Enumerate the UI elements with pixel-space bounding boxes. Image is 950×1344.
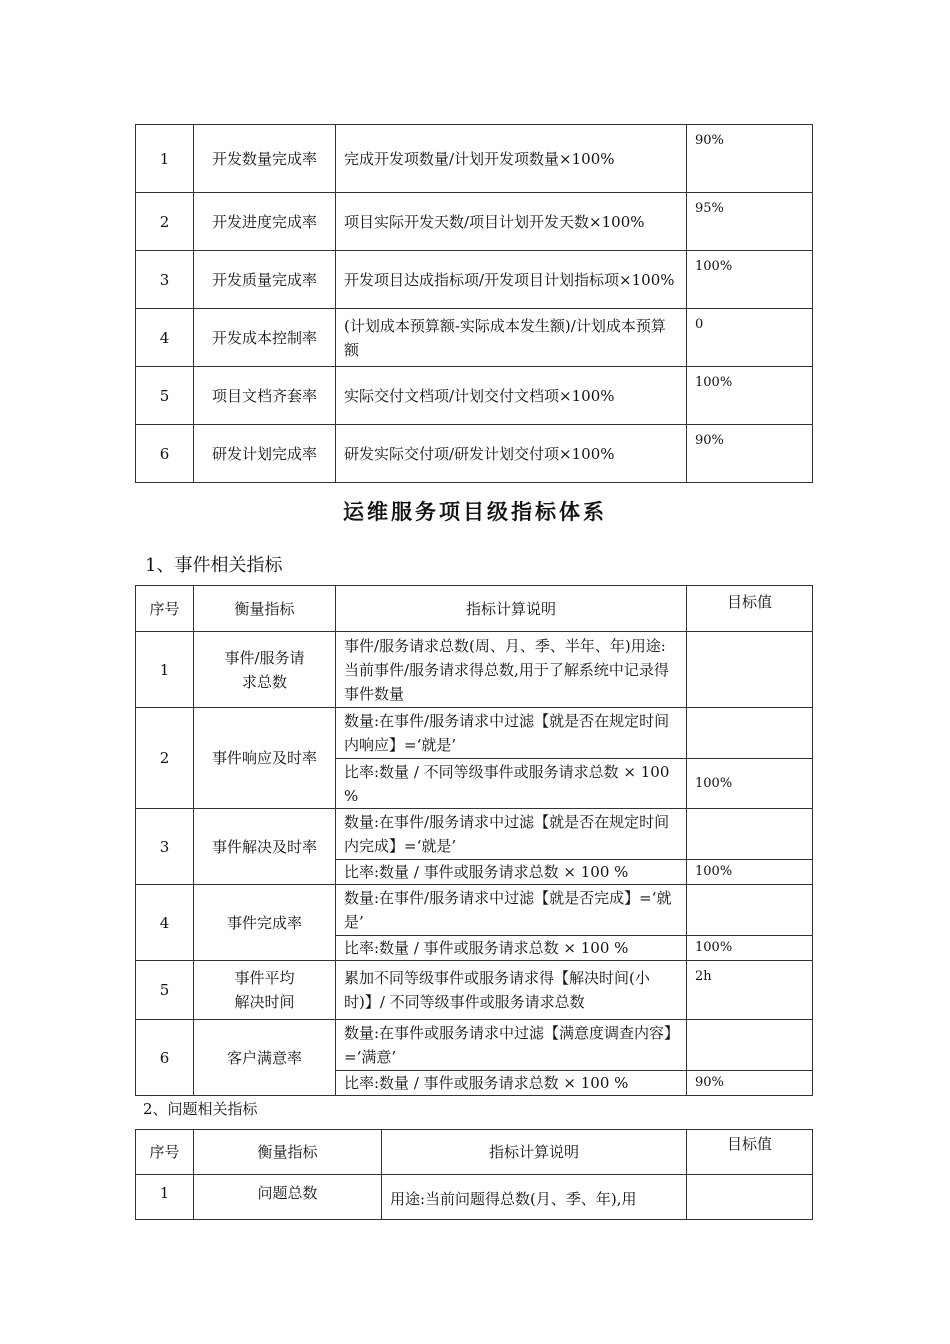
row-number: 4 (136, 309, 194, 367)
formula-text: 完成开发项数量/计划开发项数量×100% (336, 125, 687, 193)
problem-indicator-table (135, 1129, 813, 1220)
table-row (136, 885, 813, 936)
target-value: 0 (687, 309, 813, 367)
formula-text: 数量:在事件/服务请求中过滤【就是否完成】=‘就是’ (336, 885, 687, 936)
formula-text: 数量:在事件或服务请求中过滤【满意度调查内容】=‘满意’ (336, 1020, 687, 1071)
target-value: 90% (687, 125, 813, 193)
target-value: 95% (687, 193, 813, 251)
indicator-name: 开发进度完成率 (194, 193, 336, 251)
table-header-row (136, 1130, 813, 1175)
indicator-name: 开发成本控制率 (194, 309, 336, 367)
table-row (136, 309, 813, 367)
table-row (136, 125, 813, 193)
table-row (136, 367, 813, 425)
formula-text: 比率:数量 / 不同等级事件或服务请求总数 × 100 % (336, 759, 687, 809)
formula-text: 事件/服务请求总数(周、月、季、半年、年)用途:当前事件/服务请求得总数,用于了解系统中记录得事件数量 (336, 632, 687, 708)
indicator-name: 开发质量完成率 (194, 251, 336, 309)
row-number: 1 (136, 1175, 194, 1220)
table-row (136, 961, 813, 1020)
table-row (136, 1175, 813, 1220)
indicator-name: 客户满意率 (194, 1020, 336, 1096)
row-number: 6 (136, 425, 194, 483)
row-number: 1 (136, 125, 194, 193)
formula-text: 开发项目达成指标项/开发项目计划指标项×100% (336, 251, 687, 309)
target-value: 100% (687, 367, 813, 425)
table-row (136, 708, 813, 759)
event-indicator-table (135, 585, 813, 1096)
target-value: 100% (687, 759, 813, 809)
target-value (687, 1020, 813, 1071)
row-number: 3 (136, 251, 194, 309)
subsection-heading: 1、事件相关指标 (145, 555, 283, 576)
table-row (136, 193, 813, 251)
target-value (687, 632, 813, 708)
row-number: 1 (136, 632, 194, 708)
indicator-name: 事件完成率 (194, 885, 336, 961)
formula-text: 比率:数量 / 事件或服务请求总数 × 100 % (336, 936, 687, 961)
header-target: 目标值 (687, 586, 813, 632)
table-row (136, 251, 813, 309)
target-value: 2h (687, 961, 813, 1020)
subsection-heading: 2、问题相关指标 (143, 1100, 258, 1118)
target-value (687, 708, 813, 759)
target-value: 90% (687, 425, 813, 483)
row-number: 6 (136, 1020, 194, 1096)
formula-text: 累加不同等级事件或服务请求得【解决时间(小时)】/ 不同等级事件或服务请求总数 (336, 961, 687, 1020)
indicator-name: 开发数量完成率 (194, 125, 336, 193)
formula-text: 实际交付文档项/计划交付文档项×100% (336, 367, 687, 425)
formula-text: 比率:数量 / 事件或服务请求总数 × 100 % (336, 860, 687, 885)
table-row (136, 425, 813, 483)
target-value: 100% (687, 860, 813, 885)
formula-text: 研发实际交付项/研发计划交付项×100% (336, 425, 687, 483)
dev-indicator-table (135, 124, 813, 483)
formula-text: 数量:在事件/服务请求中过滤【就是否在规定时间内完成】=‘就是’ (336, 809, 687, 860)
table-row (136, 1020, 813, 1071)
table-row (136, 632, 813, 708)
target-value (687, 1175, 813, 1220)
row-number: 3 (136, 809, 194, 885)
indicator-name: 事件/服务请求总数 (194, 632, 336, 708)
row-number: 2 (136, 193, 194, 251)
formula-text: 比率:数量 / 事件或服务请求总数 × 100 % (336, 1071, 687, 1096)
indicator-name: 研发计划完成率 (194, 425, 336, 483)
row-number: 5 (136, 367, 194, 425)
formula-text: (计划成本预算额-实际成本发生额)/计划成本预算额 (336, 309, 687, 367)
target-value: 90% (687, 1071, 813, 1096)
row-number: 5 (136, 961, 194, 1020)
target-value: 100% (687, 251, 813, 309)
row-number: 4 (136, 885, 194, 961)
formula-text: 数量:在事件/服务请求中过滤【就是否在规定时间内响应】=‘就是’ (336, 708, 687, 759)
indicator-name: 事件解决及时率 (194, 809, 336, 885)
target-value (687, 885, 813, 936)
formula-text: 用途:当前问题得总数(月、季、年),用 (382, 1175, 687, 1220)
table-row (136, 809, 813, 860)
indicator-name: 事件响应及时率 (194, 708, 336, 809)
header-target: 目标值 (687, 1130, 813, 1175)
header-indicator: 衡量指标 (194, 586, 336, 632)
indicator-name: 项目文档齐套率 (194, 367, 336, 425)
header-number: 序号 (136, 1130, 194, 1175)
header-indicator: 衡量指标 (194, 1130, 382, 1175)
target-value (687, 809, 813, 860)
indicator-name: 问题总数 (194, 1175, 382, 1220)
header-formula: 指标计算说明 (382, 1130, 687, 1175)
section-heading: 运维服务项目级指标体系 (343, 499, 607, 524)
table-header-row (136, 586, 813, 632)
header-number: 序号 (136, 586, 194, 632)
header-formula: 指标计算说明 (336, 586, 687, 632)
formula-text: 项目实际开发天数/项目计划开发天数×100% (336, 193, 687, 251)
row-number: 2 (136, 708, 194, 809)
target-value: 100% (687, 936, 813, 961)
indicator-name: 事件平均解决时间 (194, 961, 336, 1020)
